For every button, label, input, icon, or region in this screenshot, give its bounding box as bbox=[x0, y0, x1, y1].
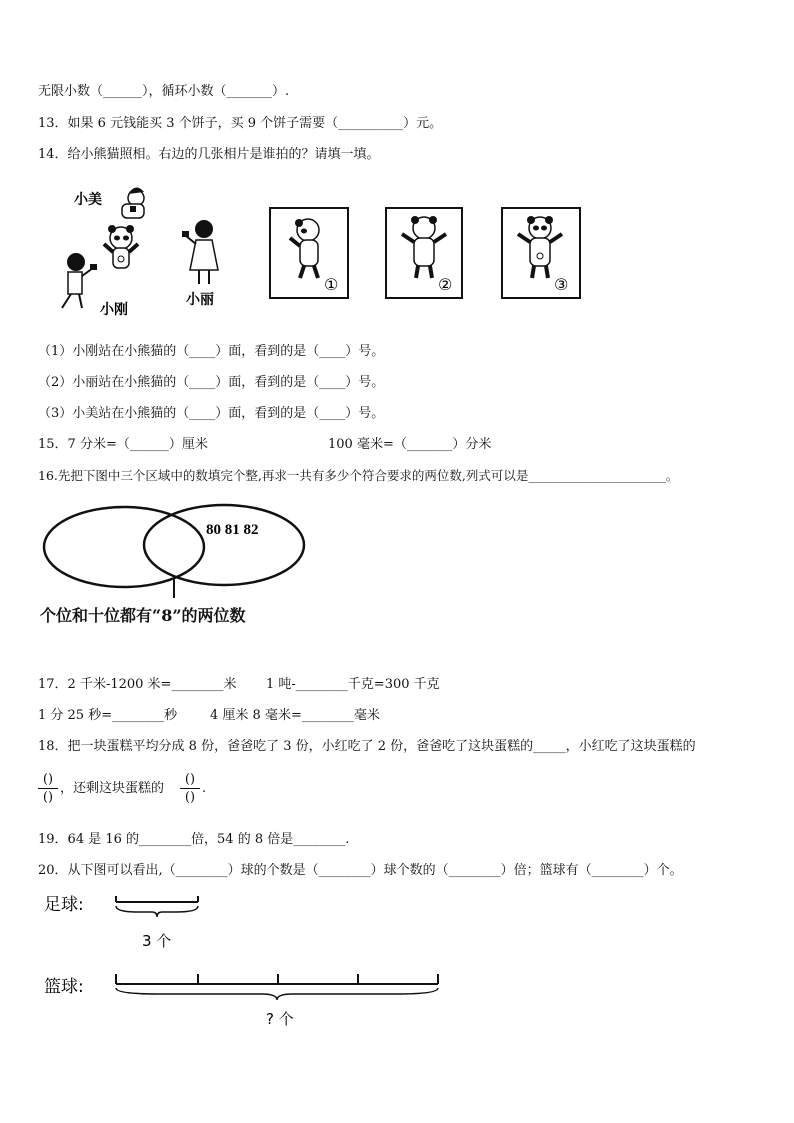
fraction-xiaohong bbox=[38, 772, 58, 805]
fraction-bar bbox=[38, 788, 58, 789]
football-bar bbox=[116, 896, 198, 917]
q19-line: 19．64 是 16 的________倍，54 的 8 倍是________. bbox=[38, 832, 350, 847]
q18-mid-text: ，还剩这块蛋糕的 bbox=[60, 781, 165, 796]
venn-right-circle bbox=[144, 505, 304, 585]
basketball-bar bbox=[116, 974, 438, 1000]
fraction-denominator: () bbox=[184, 790, 196, 805]
fraction-numerator: () bbox=[184, 772, 196, 787]
xiaoli-figure bbox=[182, 220, 218, 284]
label-xiaomei: 小美 bbox=[74, 192, 102, 208]
q14-sub-1: （1）小刚站在小熊猫的（____）面，看到的是（____）号。 bbox=[38, 344, 385, 359]
basketball-label: 篮球: bbox=[44, 977, 84, 997]
photo-number: ① bbox=[324, 275, 339, 294]
q17-part-a: 17．2 千米-1200 米=________米 bbox=[38, 677, 237, 692]
q12-tail-line: 无限小数（______），循环小数（_______）. bbox=[38, 84, 290, 99]
photo-number: ② bbox=[438, 275, 453, 294]
venn-caption: 个位和十位都有“8”的两位数 bbox=[40, 606, 246, 625]
q18-end: . bbox=[202, 781, 207, 796]
photo-1 bbox=[270, 208, 348, 298]
venn-left-circle bbox=[44, 507, 204, 587]
q20-line: 20．从下图可以看出,（________）球的个数是（________）球个数的（________）倍；篮球有（________）个。 bbox=[38, 863, 683, 878]
q17-part-c: 1 分 25 秒=________秒 bbox=[38, 708, 178, 723]
fraction-bar bbox=[180, 788, 200, 789]
label-xiaogang: 小刚 bbox=[100, 302, 128, 318]
q17-part-b: 1 吨-________千克=300 千克 bbox=[266, 677, 440, 692]
q15-part-b: 100 毫米=（_______）分米 bbox=[328, 437, 492, 452]
venn-numbers: 80 81 82 bbox=[206, 522, 259, 538]
q14-sub-2: （2）小丽站在小熊猫的（____）面，看到的是（____）号。 bbox=[38, 375, 385, 390]
q18-line: 18．把一块蛋糕平均分成 8 份，爸爸吃了 3 份，小红吃了 2 份，爸爸吃了这块蛋糕的_____，小红吃了这块蛋糕的 bbox=[38, 739, 696, 754]
photo-2 bbox=[386, 208, 462, 298]
panda-photo-figure bbox=[38, 178, 598, 328]
q14-title: 14．给小熊猫照相。右边的几张相片是谁拍的？请填一填。 bbox=[38, 147, 380, 162]
fraction-remaining bbox=[180, 772, 200, 805]
label-xiaoli: 小丽 bbox=[186, 292, 214, 308]
q14-sub-3: （3）小美站在小熊猫的（____）面，看到的是（____）号。 bbox=[38, 406, 385, 421]
xiaomei-figure bbox=[122, 187, 144, 218]
ball-bar-diagram bbox=[38, 890, 458, 1040]
basketball-count: ? 个 bbox=[266, 1010, 294, 1028]
q13-line: 13．如果 6 元钱能买 3 个饼子，买 9 个饼子需要（__________）元。 bbox=[38, 116, 443, 131]
fraction-numerator: () bbox=[42, 772, 54, 787]
q16-line: 16.先把下图中三个区域中的数填完个整,再求一共有多少个符合要求的两位数,列式可以是______________________。 bbox=[38, 468, 679, 483]
fraction-denominator: () bbox=[42, 790, 54, 805]
photo-3 bbox=[502, 208, 580, 298]
football-label: 足球: bbox=[44, 895, 84, 915]
panda-figure bbox=[104, 225, 138, 268]
football-count: 3 个 bbox=[142, 932, 172, 950]
q15-part-a: 15．7 分米=（______）厘米 bbox=[38, 437, 208, 452]
photo-number: ③ bbox=[554, 275, 569, 294]
xiaogang-figure bbox=[62, 253, 97, 308]
q17-part-d: 4 厘米 8 毫米=________毫米 bbox=[210, 708, 380, 723]
